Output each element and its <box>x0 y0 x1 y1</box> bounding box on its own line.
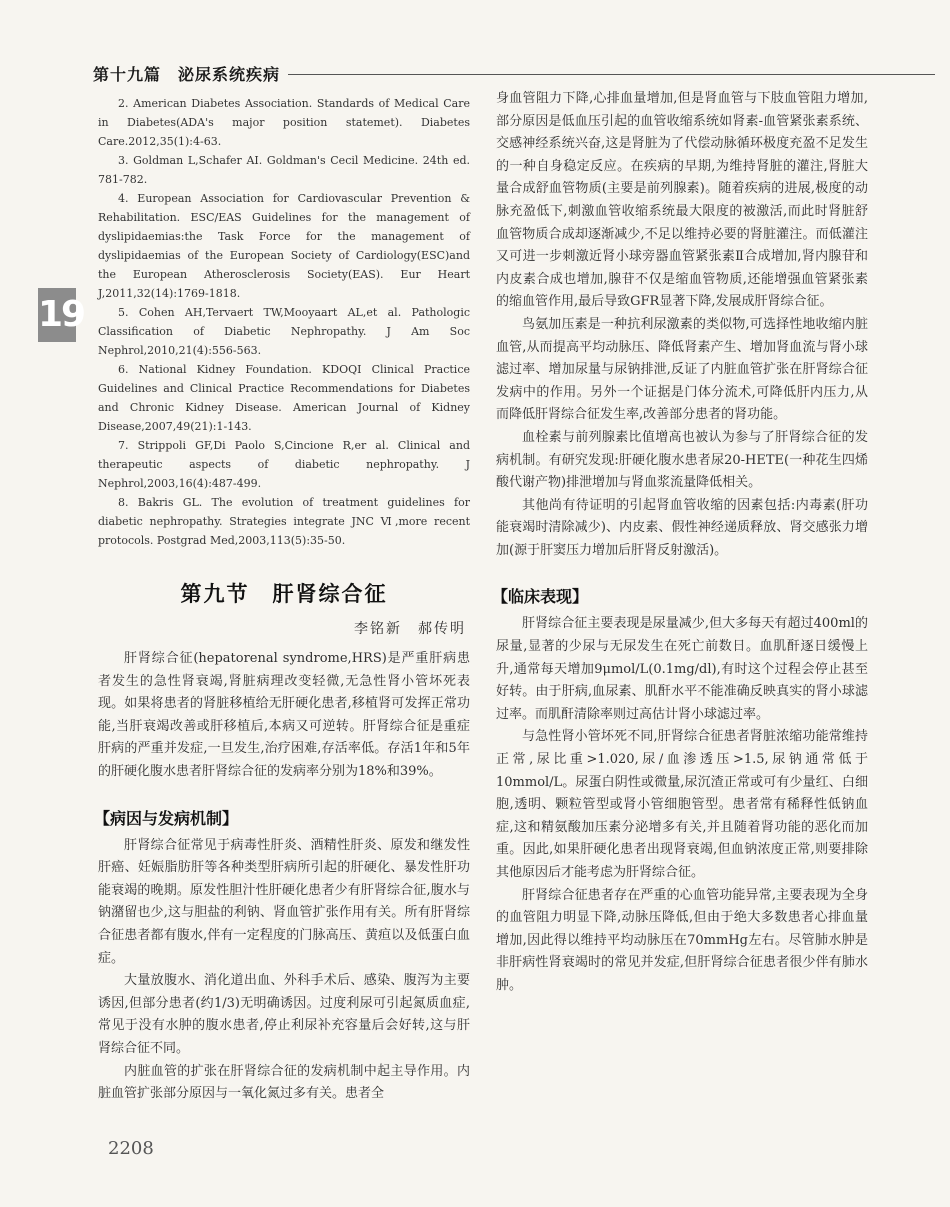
left-column <box>94 94 470 1106</box>
reference-item: 4. European Association for Cardiovascular Prevention & Rehabilitation. ESC/EAS Guidelines for the management of dyslipidaemias:the Task Force for the management of dyslipidaemias of the European Society of Cardiology(ESC)and the European Atherosclerosis Society(EAS). Eur Heart J,2011,32(14):1769-1818. <box>98 192 470 300</box>
header-rule <box>288 74 935 75</box>
reference-item: 3. Goldman L,Schafer AI. Goldman's Cecil Medicine. 24th ed. 781-782. <box>98 154 470 186</box>
body-paragraph: 肝肾综合征患者存在严重的心血管功能异常,主要表现为全身的血管阻力明显下降,动脉压降低,但由于绝大多数患者心排血量增加,因此得以维持平均动脉压在70mmHg左右。尽管肺水肿是非肝病性肾衰竭时的常见并发症,但肝肾综合征患者很少伴有肺水肿。 <box>496 887 868 993</box>
body-paragraph: 其他尚有待证明的引起肾血管收缩的因素包括:内毒素(肝功能衰竭时清除减少)、内皮素、假性神经递质释放、肾交感张力增加(源于肝窦压力增加后肝肾反射激活)。 <box>496 497 868 558</box>
body-paragraph: 内脏血管的扩张在肝肾综合征的发病机制中起主导作用。内脏血管扩张部分原因与一氧化氮过多有关。患者全 <box>98 1063 470 1102</box>
body-paragraph: 身血管阻力下降,心排血量增加,但是肾血管与下肢血管阻力增加,部分原因是低血压引起的血管收缩系统如肾素-血管紧张素系统、交感神经系统兴奋,这是肾脏为了代偿动脉循环极度充盈不足发生的一种自身稳定反应。在疾病的早期,为维持肾脏的灌注,肾脏大量合成舒血管物质(主要是前列腺素)。随着疾病的进展,极度的动脉充盈低下,刺激血管收缩系统最大限度的被激活,而此时肾脏舒血管物质合成却逐渐减少,不足以维持必要的肾脏灌注。而低灌注又可进一步刺激近肾小球旁器血管紧张素Ⅱ合成增加,肾内腺苷和内皮素合成也增加,腺苷不仅是缩血管物质,还能增强血管紧张素的缩血管作用,最后导致GFR显著下降,发展成肝肾综合征。 <box>496 91 868 310</box>
page-number: 2208 <box>108 1138 154 1159</box>
subhead-etiology: 【病因与发病机制】 <box>94 808 239 828</box>
part-title: 第十九篇 泌尿系统疾病 <box>93 64 281 84</box>
right-column <box>492 88 868 998</box>
reference-item: 5. Cohen AH,Tervaert TW,Mooyaart AL,et al. Pathologic Classification of Diabetic Nephropathy. J Am Soc Nephrol,2010,21(4):556-563. <box>98 306 470 357</box>
body-paragraph: 大量放腹水、消化道出血、外科手术后、感染、腹泻为主要诱因,但部分患者(约1/3)无明确诱因。过度利尿可引起氮质血症,常见于没有水肿的腹水患者,停止利尿补充容量后会好转,这与肝肾综合征不同。 <box>98 973 470 1056</box>
body-paragraph: 肝肾综合征常见于病毒性肝炎、酒精性肝炎、原发和继发性肝癌、妊娠脂肪肝等各种类型肝病所引起的肝硬化、暴发性肝功能衰竭的晚期。原发性胆汁性肝硬化患者少有肝肾综合征,腹水与钠潴留也少,这与胆盐的利钠、肾血管扩张作用有关。所有肝肾综合征患者都有腹水,伴有一定程度的门脉高压、黄疸以及低蛋白血症。 <box>98 837 470 966</box>
body-paragraph: 与急性肾小管坏死不同,肝肾综合征患者肾脏浓缩功能常维持正常,尿比重>1.020,尿/血渗透压>1.5,尿钠通常低于10mmol/L。尿蛋白阴性或微量,尿沉渣正常或可有少量红、白细胞,透明、颗粒管型或肾小管细胞管型。患者常有稀释性低钠血症,这和精氨酸加压素分泌增多有关,并且随着肾功能的恶化而加重。因此,如果肝硬化患者出现肾衰竭,但血钠浓度正常,则要排除其他原因后才能考虑为肝肾综合征。 <box>496 729 868 880</box>
reference-item: 7. Strippoli GF,Di Paolo S,Cincione R,er al. Clinical and therapeutic aspects of diabetic nephropathy. J Nephrol,2003,16(4):487-499. <box>98 439 470 490</box>
reference-item: 6. National Kidney Foundation. KDOQI Clinical Practice Guidelines and Clinical Practice Recommendations for Diabetes and Chronic Kidney Disease. American Journal of Kidney Disease,2007,49(21):1-143. <box>98 363 470 433</box>
section-authors: 李铭新 郝传明 <box>354 621 466 637</box>
section-title: 第九节 肝肾综合征 <box>180 582 388 606</box>
body-paragraph: 鸟氨加压素是一种抗利尿激素的类似物,可选择性地收缩内脏血管,从而提高平均动脉压、降低肾素产生、增加肾血流与肾小球滤过率、增加尿量与尿钠排泄,反证了内脏血管扩张在肝肾综合征发病中的作用。另外一个证据是门体分流术,可降低肝内压力,从而降低肝肾综合征发生率,改善部分患者的肾功能。 <box>496 316 868 423</box>
body-paragraph: 血栓素与前列腺素比值增高也被认为参与了肝肾综合征的发病机制。有研究发现:肝硬化腹水患者尿20-HETE(一种花生四烯酸代谢产物)排泄增加与肾血浆流量降低相关。 <box>496 429 868 491</box>
chapter-tab: 19 <box>38 288 76 342</box>
intro-paragraph: 肝肾综合征(hepatorenal syndrome,HRS)是严重肝病患者发生的急性肾衰竭,肾脏病理改变轻微,无急性肾小管坏死表现。如果将患者的肾脏移植给无肝硬化患者,移植肾可发挥正常功能,当肝衰竭改善或肝移植后,本病又可逆转。肝肾综合征是重症肝病的严重并发症,一旦发生,治疗困难,存活率低。存活1年和5年的肝硬化腹水患者肝肾综合征的发病率分别为18%和39%。 <box>98 651 470 779</box>
running-header <box>93 58 935 88</box>
reference-item: 8. Bakris GL. The evolution of treatment guidelines for diabetic nephropathy. Strategies integrate JNC Ⅵ,more recent protocols. Postgrad Med,2003,113(5):35-50. <box>98 496 470 547</box>
reference-item: 2. American Diabetes Association. Standards of Medical Care in Diabetes(ADA's major position statemet). Diabetes Care.2012,35(1):4-63. <box>98 97 470 148</box>
subhead-clinical: 【临床表现】 <box>492 587 589 607</box>
body-paragraph: 肝肾综合征主要表现是尿量减少,但大多每天有超过400ml的尿量,显著的少尿与无尿发生在死亡前数日。血肌酐逐日缓慢上升,通常每天增加9μmol/L(0.1mg/dl),有时这个过程会停止甚至好转。由于肝病,血尿素、肌酐水平不能准确反映真实的肾小球滤过率。而肌酐清除率则过高估计肾小球滤过率。 <box>496 616 868 722</box>
